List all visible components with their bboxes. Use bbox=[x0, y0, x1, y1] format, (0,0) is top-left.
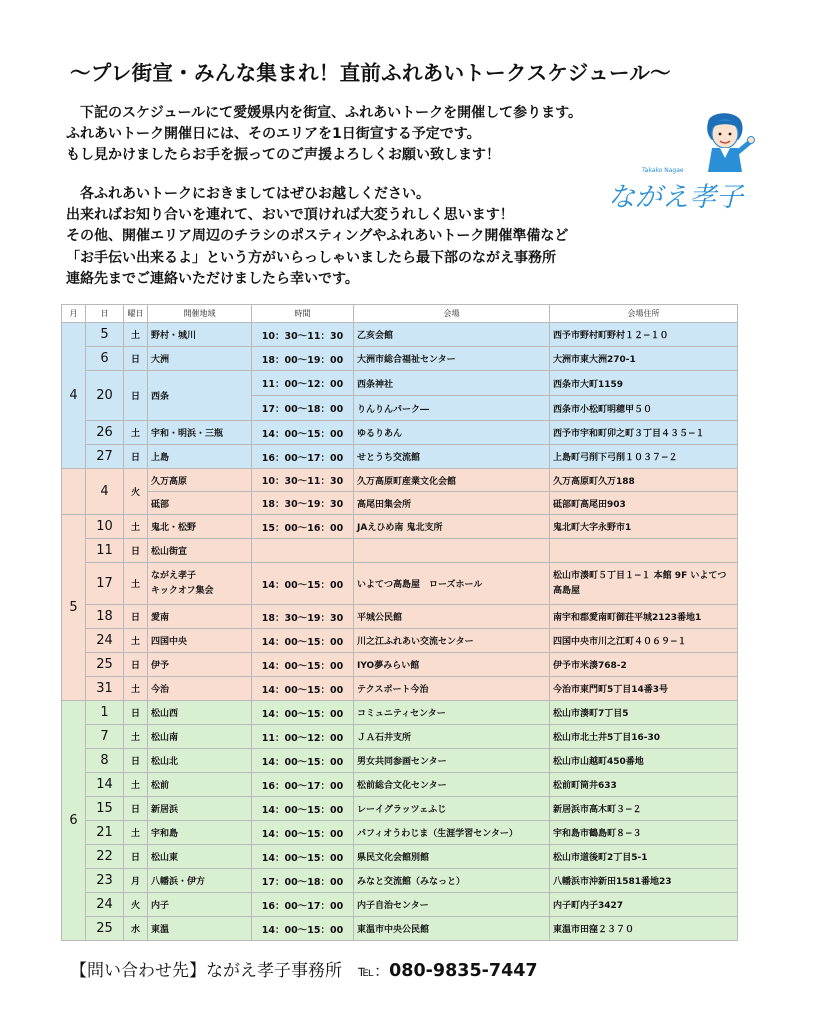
table-header-row bbox=[62, 305, 738, 323]
address-cell: 内子町内子3427 bbox=[550, 893, 738, 917]
time-cell: 14：00〜15：00 bbox=[252, 845, 354, 869]
time-cell: 17：00〜18：00 bbox=[252, 869, 354, 893]
area-cell: 新居浜 bbox=[148, 797, 252, 821]
day-cell: 6 bbox=[86, 347, 124, 371]
area-cell: 東温 bbox=[148, 917, 252, 941]
address-cell: 松山市北土井5丁目16-30 bbox=[550, 725, 738, 749]
time-cell: 14：00〜15：00 bbox=[252, 677, 354, 701]
address-cell: 松山市湊町５丁目１−１ 本館 9F いよてつ高島屋 bbox=[550, 563, 738, 605]
venue-cell: ゆるりあん bbox=[354, 421, 550, 445]
address-cell: 松山市山越町450番地 bbox=[550, 749, 738, 773]
weekday-cell: 日 bbox=[124, 701, 148, 725]
address-cell: 伊予市米湊768-2 bbox=[550, 653, 738, 677]
address-cell: 松山市湊町7丁目5 bbox=[550, 701, 738, 725]
table-row bbox=[62, 421, 738, 445]
address-cell: 今治市東門町5丁目14番3号 bbox=[550, 677, 738, 701]
weekday-cell: 日 bbox=[124, 749, 148, 773]
intro-line: 各ふれあいトークにおきましてはぜひお越しください。 bbox=[66, 186, 430, 202]
area-cell: 今治 bbox=[148, 677, 252, 701]
weekday-cell: 水 bbox=[124, 917, 148, 941]
address-cell: 南宇和郡愛南町御荘平城2123番地1 bbox=[550, 605, 738, 629]
column-header-area: 開催地域 bbox=[148, 305, 252, 323]
area-cell: 松山西 bbox=[148, 701, 252, 725]
time-cell: 14：00〜15：00 bbox=[252, 749, 354, 773]
time-cell: 14：00〜15：00 bbox=[252, 917, 354, 941]
table-row bbox=[62, 539, 738, 563]
address-cell: 東温市田窪２３７０ bbox=[550, 917, 738, 941]
weekday-cell: 火 bbox=[124, 469, 148, 515]
day-cell: 20 bbox=[86, 371, 124, 421]
table-row bbox=[62, 563, 738, 605]
time-cell: 16：00〜17：00 bbox=[252, 445, 354, 469]
column-header-time: 時間 bbox=[252, 305, 354, 323]
address-cell: 大洲市東大洲270-1 bbox=[550, 347, 738, 371]
candidate-logo bbox=[606, 110, 756, 214]
area-cell: 伊予 bbox=[148, 653, 252, 677]
table-row bbox=[62, 629, 738, 653]
address-cell: 西条市大町1159 bbox=[550, 371, 738, 396]
area-cell: 松山東 bbox=[148, 845, 252, 869]
weekday-cell: 日 bbox=[124, 445, 148, 469]
table-row bbox=[62, 323, 738, 347]
table-row bbox=[62, 677, 738, 701]
venue-cell: せとうち交流館 bbox=[354, 445, 550, 469]
weekday-cell: 土 bbox=[124, 821, 148, 845]
time-cell: 18：30〜19：30 bbox=[252, 605, 354, 629]
area-cell: 大洲 bbox=[148, 347, 252, 371]
area-cell: 八幡浜・伊方 bbox=[148, 869, 252, 893]
area-cell: 砥部 bbox=[148, 492, 252, 515]
area-cell: 松山街宣 bbox=[148, 539, 252, 563]
schedule-table bbox=[61, 304, 738, 941]
intro-line: ふれあいトーク開催日には、そのエリアを1日街宣する予定です。 bbox=[66, 126, 481, 143]
intro-line: 出来ればお知り合いを連れて、おいで頂ければ大変うれしく思います！ bbox=[66, 207, 514, 224]
venue-cell: 久万高原町産業文化会館 bbox=[354, 469, 550, 492]
venue-cell: りんりんパーク― bbox=[354, 396, 550, 421]
table-row bbox=[62, 797, 738, 821]
weekday-cell: 土 bbox=[124, 421, 148, 445]
table-row bbox=[62, 515, 738, 539]
weekday-cell: 日 bbox=[124, 539, 148, 563]
weekday-cell: 日 bbox=[124, 797, 148, 821]
area-cell: 松前 bbox=[148, 773, 252, 797]
venue-cell: 乙亥会館 bbox=[354, 323, 550, 347]
area-cell: 松山北 bbox=[148, 749, 252, 773]
table-row bbox=[62, 605, 738, 629]
address-cell: 西条市小松町明穂甲５０ bbox=[550, 396, 738, 421]
time-cell: 14：00〜15：00 bbox=[252, 701, 354, 725]
day-cell: 14 bbox=[86, 773, 124, 797]
venue-cell: ＪＡ石井支所 bbox=[354, 725, 550, 749]
column-header-day: 日 bbox=[86, 305, 124, 323]
area-cell: 松山南 bbox=[148, 725, 252, 749]
contact-label: 【問い合わせ先】ながえ孝子事務所 bbox=[70, 961, 342, 981]
table-row bbox=[62, 869, 738, 893]
month-cell bbox=[62, 469, 86, 515]
time-cell: 18：00〜19：00 bbox=[252, 347, 354, 371]
venue-cell: 西条神社 bbox=[354, 371, 550, 396]
day-cell: 27 bbox=[86, 445, 124, 469]
day-cell: 4 bbox=[86, 469, 124, 515]
phone-number[interactable]: 080-9835-7447 bbox=[389, 961, 538, 981]
intro-line: 連絡先までご連絡いただけましたら幸いです。 bbox=[66, 270, 359, 287]
character-illustration bbox=[707, 113, 754, 172]
intro-paragraph-2 bbox=[66, 184, 626, 290]
venue-cell: 男女共同参画センター bbox=[354, 749, 550, 773]
time-cell: 16：00〜17：00 bbox=[252, 773, 354, 797]
logo-text: ながえ孝子 bbox=[608, 182, 743, 213]
venue-cell: 大洲市総合福祉センター bbox=[354, 347, 550, 371]
weekday-cell: 土 bbox=[124, 677, 148, 701]
area-cell: 野村・城川 bbox=[148, 323, 252, 347]
day-cell: 23 bbox=[86, 869, 124, 893]
address-cell: 松山市道後町2丁目5-1 bbox=[550, 845, 738, 869]
time-cell: 16：00〜17：00 bbox=[252, 893, 354, 917]
table-row bbox=[62, 845, 738, 869]
day-cell: 24 bbox=[86, 893, 124, 917]
day-cell: 25 bbox=[86, 917, 124, 941]
venue-cell bbox=[354, 539, 550, 563]
weekday-cell: 日 bbox=[124, 845, 148, 869]
table-row bbox=[62, 347, 738, 371]
venue-cell: 東温市中央公民館 bbox=[354, 917, 550, 941]
venue-cell: レーイグラッツェふじ bbox=[354, 797, 550, 821]
day-cell: 5 bbox=[86, 323, 124, 347]
intro-line: 下記のスケジュールにて愛媛県内を街宣、ふれあいトークを開催して参ります。 bbox=[66, 105, 583, 121]
weekday-cell: 日 bbox=[124, 371, 148, 421]
weekday-cell: 土 bbox=[124, 629, 148, 653]
day-cell: 15 bbox=[86, 797, 124, 821]
day-cell: 26 bbox=[86, 421, 124, 445]
venue-cell: JAえひめ南 鬼北支所 bbox=[354, 515, 550, 539]
time-cell: 14：00〜15：00 bbox=[252, 653, 354, 677]
time-cell: 15：00〜16：00 bbox=[252, 515, 354, 539]
venue-cell: コミュニティセンター bbox=[354, 701, 550, 725]
table-row bbox=[62, 445, 738, 469]
address-cell: 上島町弓削下弓削１０３７−２ bbox=[550, 445, 738, 469]
day-cell: 7 bbox=[86, 725, 124, 749]
intro-line: 「お手伝い出来るよ」という方がいらっしゃいましたら最下部のながえ事務所 bbox=[66, 249, 556, 266]
day-cell: 25 bbox=[86, 653, 124, 677]
day-cell: 24 bbox=[86, 629, 124, 653]
time-cell bbox=[252, 539, 354, 563]
address-cell: 宇和島市鶴島町８−３ bbox=[550, 821, 738, 845]
venue-cell: 県民文化会館別館 bbox=[354, 845, 550, 869]
address-cell: 砥部町高尾田903 bbox=[550, 492, 738, 515]
table-row bbox=[62, 492, 738, 515]
area-cell: 愛南 bbox=[148, 605, 252, 629]
table-row bbox=[62, 469, 738, 492]
table-row bbox=[62, 917, 738, 941]
intro-paragraph-1 bbox=[66, 103, 626, 167]
address-cell: 松前町筒井633 bbox=[550, 773, 738, 797]
venue-cell: いよてつ高島屋 ローズホール bbox=[354, 563, 550, 605]
venue-cell: 平城公民館 bbox=[354, 605, 550, 629]
time-cell: 14：00〜15：00 bbox=[252, 821, 354, 845]
day-cell: 10 bbox=[86, 515, 124, 539]
address-cell: 西予市野村町野村１２−１０ bbox=[550, 323, 738, 347]
day-cell: 8 bbox=[86, 749, 124, 773]
day-cell: 18 bbox=[86, 605, 124, 629]
area-cell: 四国中央 bbox=[148, 629, 252, 653]
venue-cell: 高尾田集会所 bbox=[354, 492, 550, 515]
venue-cell: 松前総合文化センター bbox=[354, 773, 550, 797]
venue-cell: 内子自治センター bbox=[354, 893, 550, 917]
weekday-cell: 土 bbox=[124, 323, 148, 347]
time-cell: 10：30〜11：30 bbox=[252, 323, 354, 347]
table-row bbox=[62, 893, 738, 917]
address-cell: 新居浜市高木町３−２ bbox=[550, 797, 738, 821]
day-cell: 1 bbox=[86, 701, 124, 725]
column-header-venue: 会場 bbox=[354, 305, 550, 323]
weekday-cell: 火 bbox=[124, 893, 148, 917]
time-cell: 14：00〜15：00 bbox=[252, 797, 354, 821]
table-row bbox=[62, 371, 738, 396]
area-cell: ながえ孝子 キックオフ集会 bbox=[148, 563, 252, 605]
address-cell: 久万高原町久万188 bbox=[550, 469, 738, 492]
tel-label: ℡： bbox=[358, 962, 390, 980]
weekday-cell: 土 bbox=[124, 515, 148, 539]
table-row bbox=[62, 701, 738, 725]
contact-footer bbox=[70, 956, 538, 981]
venue-cell: パフィオうわじま（生涯学習センター） bbox=[354, 821, 550, 845]
time-cell: 10：30〜11：30 bbox=[252, 469, 354, 492]
weekday-cell: 土 bbox=[124, 563, 148, 605]
month-cell: 6 bbox=[62, 701, 86, 941]
time-cell: 14：00〜15：00 bbox=[252, 421, 354, 445]
month-cell: 5 bbox=[62, 515, 86, 701]
weekday-cell: 月 bbox=[124, 869, 148, 893]
intro-line: その他、開催エリア周辺のチラシのポスティングやふれあいトーク開催準備など bbox=[66, 228, 569, 245]
day-cell: 17 bbox=[86, 563, 124, 605]
address-cell bbox=[550, 539, 738, 563]
time-cell: 14：00〜15：00 bbox=[252, 629, 354, 653]
area-cell: 宇和・明浜・三瓶 bbox=[148, 421, 252, 445]
time-cell: 18：30〜19：30 bbox=[252, 492, 354, 515]
area-cell: 鬼北・松野 bbox=[148, 515, 252, 539]
venue-cell: IYO夢みらい館 bbox=[354, 653, 550, 677]
time-cell: 11：00〜12：00 bbox=[252, 371, 354, 396]
day-cell: 22 bbox=[86, 845, 124, 869]
day-cell: 31 bbox=[86, 677, 124, 701]
page-title: 〜プレ街宣・みんな集まれ！直前ふれあいトークスケジュール〜 bbox=[70, 61, 671, 85]
weekday-cell: 日 bbox=[124, 653, 148, 677]
column-header-weekday: 曜日 bbox=[124, 305, 148, 323]
column-header-address: 会場住所 bbox=[550, 305, 738, 323]
address-cell: 四国中央市川之江町４０６９−１ bbox=[550, 629, 738, 653]
day-cell: 11 bbox=[86, 539, 124, 563]
weekday-cell: 日 bbox=[124, 605, 148, 629]
table-row bbox=[62, 821, 738, 845]
day-cell: 21 bbox=[86, 821, 124, 845]
area-cell: 久万高原 bbox=[148, 469, 252, 492]
address-cell: 鬼北町大字永野市1 bbox=[550, 515, 738, 539]
venue-cell: 川之江ふれあい交流センター bbox=[354, 629, 550, 653]
venue-cell: テクスポート今治 bbox=[354, 677, 550, 701]
address-cell: 西予市宇和町卯之町３丁目４３５−１ bbox=[550, 421, 738, 445]
weekday-cell: 日 bbox=[124, 347, 148, 371]
area-cell: 西条 bbox=[148, 371, 252, 421]
area-cell: 宇和島 bbox=[148, 821, 252, 845]
time-cell: 11：00〜12：00 bbox=[252, 725, 354, 749]
address-cell: 八幡浜市沖新田1581番地23 bbox=[550, 869, 738, 893]
table-row bbox=[62, 725, 738, 749]
time-cell: 14：00〜15：00 bbox=[252, 563, 354, 605]
logo-subtext: Takako Nagae bbox=[642, 167, 684, 174]
area-cell: 内子 bbox=[148, 893, 252, 917]
table-row bbox=[62, 749, 738, 773]
time-cell: 17：00〜18：00 bbox=[252, 396, 354, 421]
column-header-month: 月 bbox=[62, 305, 86, 323]
month-cell: 4 bbox=[62, 323, 86, 469]
venue-cell: みなと交流館（みなっと） bbox=[354, 869, 550, 893]
weekday-cell: 土 bbox=[124, 725, 148, 749]
area-cell: 上島 bbox=[148, 445, 252, 469]
table-row bbox=[62, 773, 738, 797]
table-row bbox=[62, 653, 738, 677]
weekday-cell: 土 bbox=[124, 773, 148, 797]
intro-line: もし見かけましたらお手を振ってのご声援よろしくお願い致します！ bbox=[66, 147, 500, 164]
